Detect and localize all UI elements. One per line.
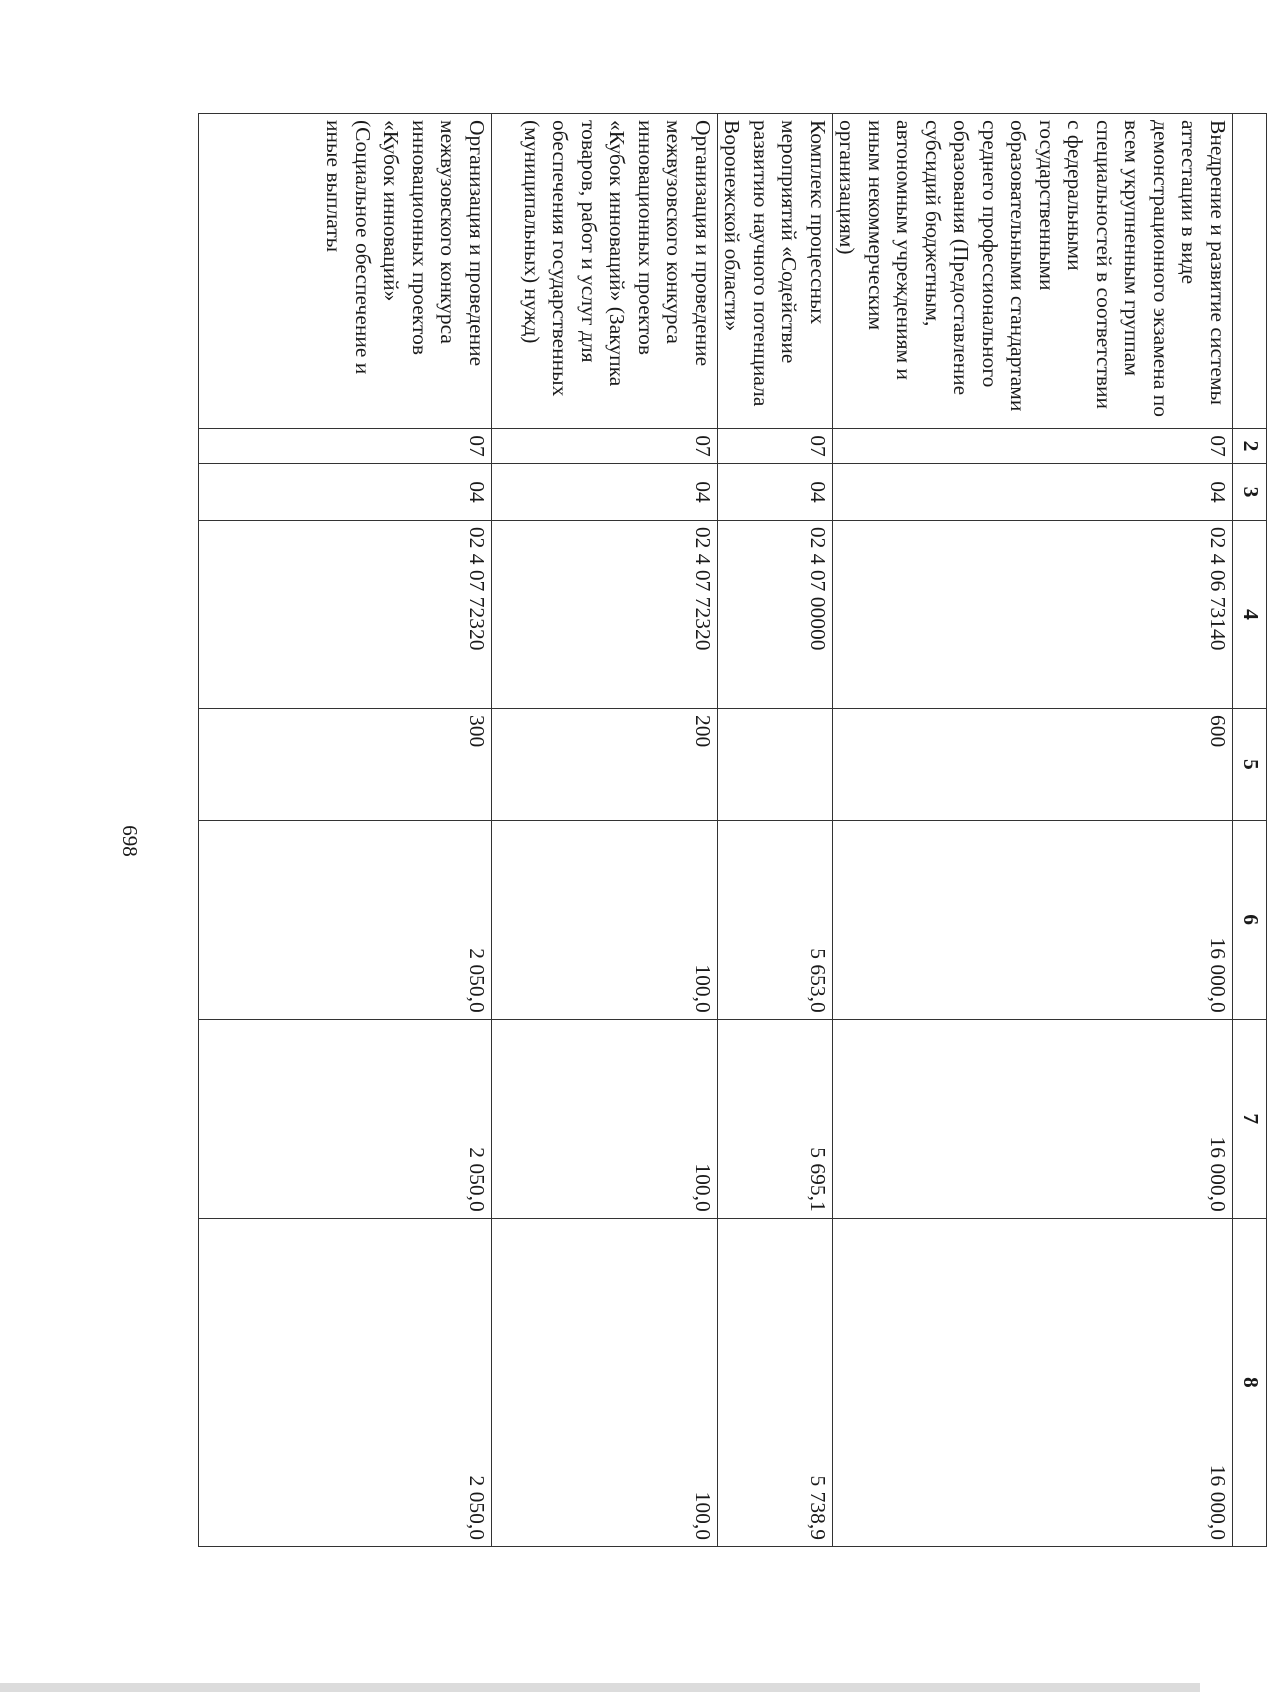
- row-name: Комплекс процессных мероприятий «Содействие развитию научного потенциала Воронежской области»: [718, 114, 833, 429]
- rotated-page-content: [198, 113, 1267, 1547]
- row-subsection: 04: [199, 464, 492, 521]
- row-amount-7: 16 000,0: [833, 1019, 1233, 1218]
- row-subsection: 04: [492, 464, 718, 521]
- header-cell-5: 5: [1233, 709, 1267, 821]
- header-cell-name: [1233, 114, 1267, 429]
- row-amount-6: 100,0: [492, 820, 718, 1019]
- header-cell-8: 8: [1233, 1218, 1267, 1546]
- row-target-article: 02 4 06 73140: [833, 520, 1233, 708]
- header-cell-6: 6: [1233, 820, 1267, 1019]
- row-section: 07: [199, 429, 492, 464]
- row-name: Внедрение и развитие системы аттестации в виде демонстрационного экзамена по всем укрупненным группам специальностей в соответствии с федеральными государственными образовательными стандартами среднего профессионального образования (Предоставление субсидий бюджетным, автономным учреждениям и иным некоммерческим организациям): [833, 114, 1233, 429]
- table-row: [833, 114, 1233, 1547]
- header-cell-2: 2: [1233, 429, 1267, 464]
- row-section: 07: [718, 429, 833, 464]
- row-expense-type: 600: [833, 709, 1233, 821]
- row-name: Организация и проведение межвузовского конкурса инновационных проектов «Кубок инноваций» (Социальное обеспечение и иные выплаты: [199, 114, 492, 429]
- page-number: 698: [118, 825, 142, 857]
- row-section: 07: [492, 429, 718, 464]
- row-expense-type: 200: [492, 709, 718, 821]
- row-amount-8: 100,0: [492, 1218, 718, 1546]
- row-amount-7: 100,0: [492, 1019, 718, 1218]
- table-row: [492, 114, 718, 1547]
- header-cell-7: 7: [1233, 1019, 1267, 1218]
- row-amount-7: 2 050,0: [199, 1019, 492, 1218]
- scan-bottom-edge: [0, 1683, 1200, 1692]
- row-amount-8: 5 738,9: [718, 1218, 833, 1546]
- row-section: 07: [833, 429, 1233, 464]
- row-amount-6: 5 653,0: [718, 820, 833, 1019]
- row-amount-7: 5 695,1: [718, 1019, 833, 1218]
- table-row: [718, 114, 833, 1547]
- row-expense-type: 300: [199, 709, 492, 821]
- row-amount-8: 2 050,0: [199, 1218, 492, 1546]
- row-target-article: 02 4 07 72320: [492, 520, 718, 708]
- header-cell-3: 3: [1233, 464, 1267, 521]
- header-cell-4: 4: [1233, 520, 1267, 708]
- row-subsection: 04: [833, 464, 1233, 521]
- table-row: [199, 114, 492, 1547]
- row-name: Организация и проведение межвузовского конкурса инновационных проектов «Кубок инноваций» (Закупка товаров, работ и услуг для обеспечения государственных (муниципальных) нужд): [492, 114, 718, 429]
- row-amount-6: 16 000,0: [833, 820, 1233, 1019]
- row-expense-type: [718, 709, 833, 821]
- row-subsection: 04: [718, 464, 833, 521]
- row-target-article: 02 4 07 72320: [199, 520, 492, 708]
- table-header-row: [1233, 114, 1267, 1547]
- row-amount-8: 16 000,0: [833, 1218, 1233, 1546]
- row-target-article: 02 4 07 00000: [718, 520, 833, 708]
- row-amount-6: 2 050,0: [199, 820, 492, 1019]
- budget-table: [198, 113, 1267, 1547]
